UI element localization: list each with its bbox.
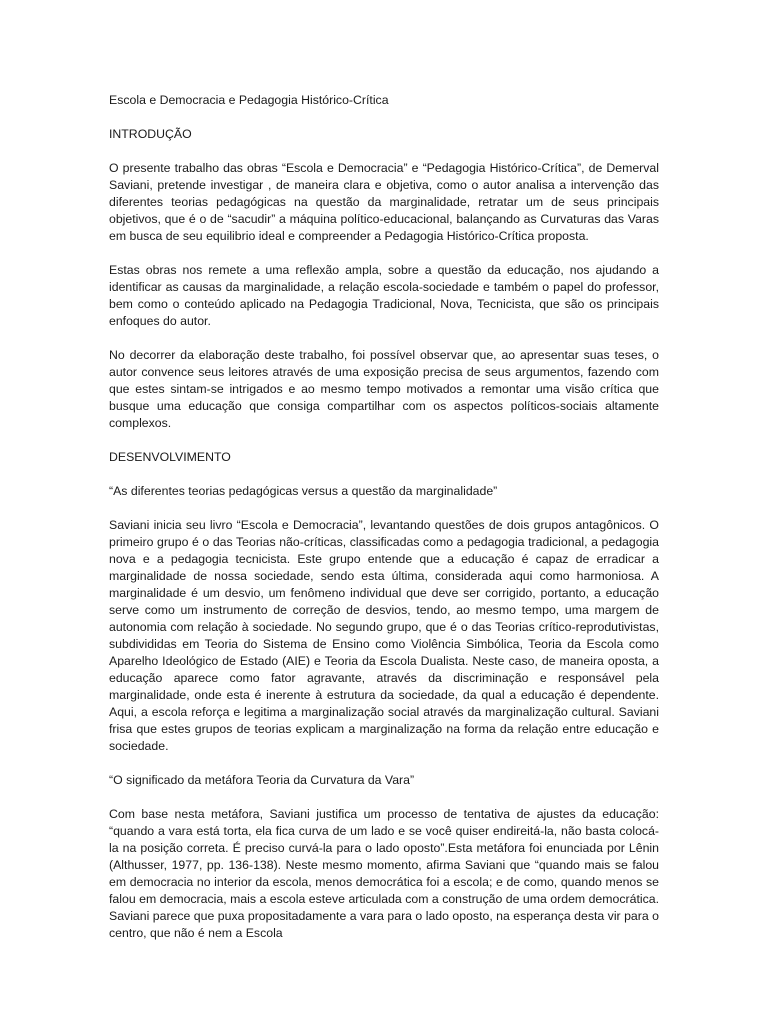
development-heading: DESENVOLVIMENTO: [109, 450, 231, 464]
intro-paragraph-1: O presente trabalho das obras “Escola e Democracia” e “Pedagogia Histórico-Crítica”, de Demerval Saviani, pretende investigar , de maneira clara e objetiva, como o autor analisa a intervenção das diferentes teorias pedagógicas na questão da marginalidade, retratar um de seus principais objetivos, que é o de “sacudir” a máquina político-educacional, balançando as Curvaturas das Varas em busca de seu equilibrio ideal e compreender a Pedagogia Histórico-Crítica proposta.: [109, 161, 659, 243]
section-1-title: “As diferentes teorias pedagógicas versus a questão da marginalidade”: [109, 484, 498, 498]
section-2-paragraph: Com base nesta metáfora, Saviani justifica um processo de tentativa de ajustes da educação: “quando a vara está torta, ela fica curva de um lado e se você quiser endireitá-la, não basta colocá-la na posição correta. É preciso curvá-la para o lado oposto”.Esta metáfora foi enunciada por Lênin (Althusser, 1977, pp. 136-138). Neste mesmo momento, afirma Saviani que “quando mais se falou em democracia no interior da escola, menos democrática foi a escola; e de como, quando menos se falou em democracia, mais a escola esteve articulada com a construção de uma ordem democrática. Saviani parece que puxa propositadamente a vara para o lado oposto, na esperança desta vir para o centro, que não é nem a Escola: [109, 807, 659, 940]
introduction-heading: INTRODUÇÃO: [109, 127, 192, 141]
intro-paragraph-3: No decorrer da elaboração deste trabalho, foi possível observar que, ao apresentar suas teses, o autor convence seus leitores através de uma exposição precisa de seus argumentos, fazendo com que estes sintam-se intrigados e ao mesmo tempo motivados a remontar uma visão crítica que busque uma educação que consiga compartilhar com os aspectos políticos-sociais altamente complexos.: [109, 348, 659, 430]
section-1-paragraph: Saviani inicia seu livro “Escola e Democracia”, levantando questões de dois grupos antagônicos. O primeiro grupo é o das Teorias não-críticas, classificadas como a pedagogia tradicional, a pedagogia nova e a pedagogia tecnicista. Este grupo entende que a educação é capaz de erradicar a marginalidade de nossa sociedade, sendo esta última, considerada aqui como harmoniosa. A marginalidade é um desvio, um fenômeno individual que deve ser corrigido, portanto, a educação serve como um instrumento de correção de desvios, tendo, ao mesmo tempo, uma margem de autonomia com relação à sociedade. No segundo grupo, que é o das Teorias crítico-reprodutivistas, subdivididas em Teoria do Sistema de Ensino como Violência Simbólica, Teoria da Escola como Aparelho Ideológico de Estado (AIE) e Teoria da Escola Dualista. Neste caso, de maneira oposta, a educação aparece como fator agravante, através da discriminação e responsável pela marginalidade, onde esta é inerente à estrutura da sociedade, da qual a educação é dependente. Aqui, a escola reforça e legitima a marginalização social através da marginalização cultural. Saviani frisa que estes grupos de teorias explicam a marginalização na forma da relação entre educação e sociedade.: [109, 518, 659, 753]
section-2-title: “O significado da metáfora Teoria da Curvatura da Vara”: [109, 773, 415, 787]
intro-paragraph-2: Estas obras nos remete a uma reflexão ampla, sobre a questão da educação, nos ajudando a identificar as causas da marginalidade, a relação escola-sociedade e também o papel do professor, bem como o conteúdo aplicado na Pedagogia Tradicional, Nova, Tecnicista, que são os principais enfoques do autor.: [109, 263, 659, 328]
document-page: [109, 92, 659, 959]
document-title: Escola e Democracia e Pedagogia Histórico-Crítica: [109, 93, 389, 107]
